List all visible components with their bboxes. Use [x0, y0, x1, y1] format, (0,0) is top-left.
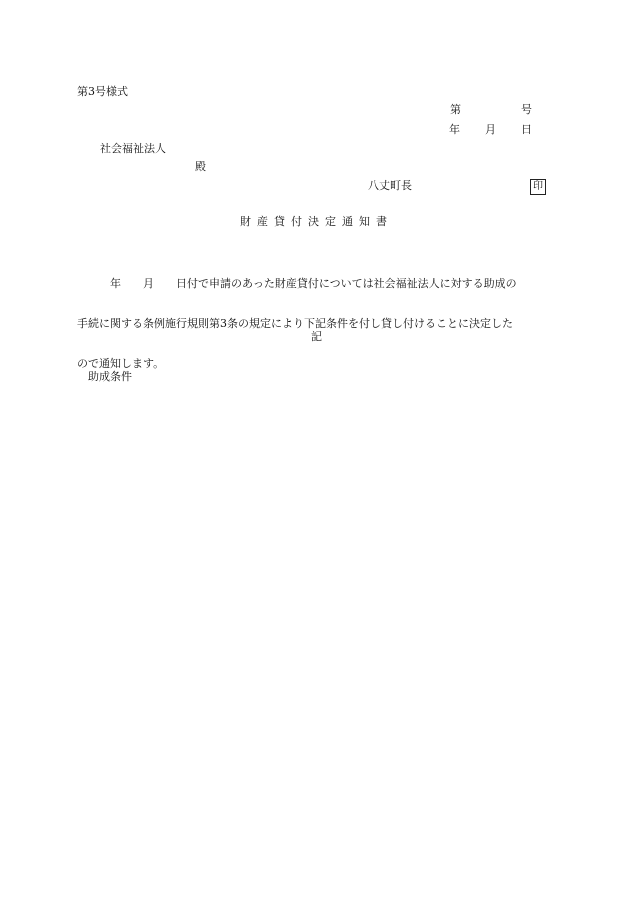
- doc-number-suffix: 号: [521, 103, 532, 116]
- note-header: 記: [311, 330, 322, 343]
- doc-number-prefix: 第: [450, 103, 461, 116]
- seal-mark: 印: [530, 179, 546, 195]
- date-day: 日: [521, 123, 532, 136]
- body-line-2: 手続に関する条例施行規則第3条の規定により下記条件を付し貸し付けることに決定した: [77, 317, 513, 330]
- sender-name: 八丈町長: [368, 179, 412, 192]
- document-title: 財産貸付決定通知書: [240, 215, 393, 228]
- recipient-org: 社会福祉法人: [100, 142, 166, 155]
- body-paragraph: [77, 254, 558, 394]
- date-month: 月: [485, 123, 496, 136]
- recipient-honorific: 殿: [195, 160, 206, 173]
- conditions-label: 助成条件: [88, 370, 132, 383]
- form-number: 第3号様式: [77, 85, 128, 98]
- body-line-3: ので通知します。: [77, 357, 165, 370]
- date-year: 年: [449, 123, 460, 136]
- body-line-1: 年 月 日付で申請のあった財産貸付については社会福祉法人に対する助成の: [77, 277, 517, 290]
